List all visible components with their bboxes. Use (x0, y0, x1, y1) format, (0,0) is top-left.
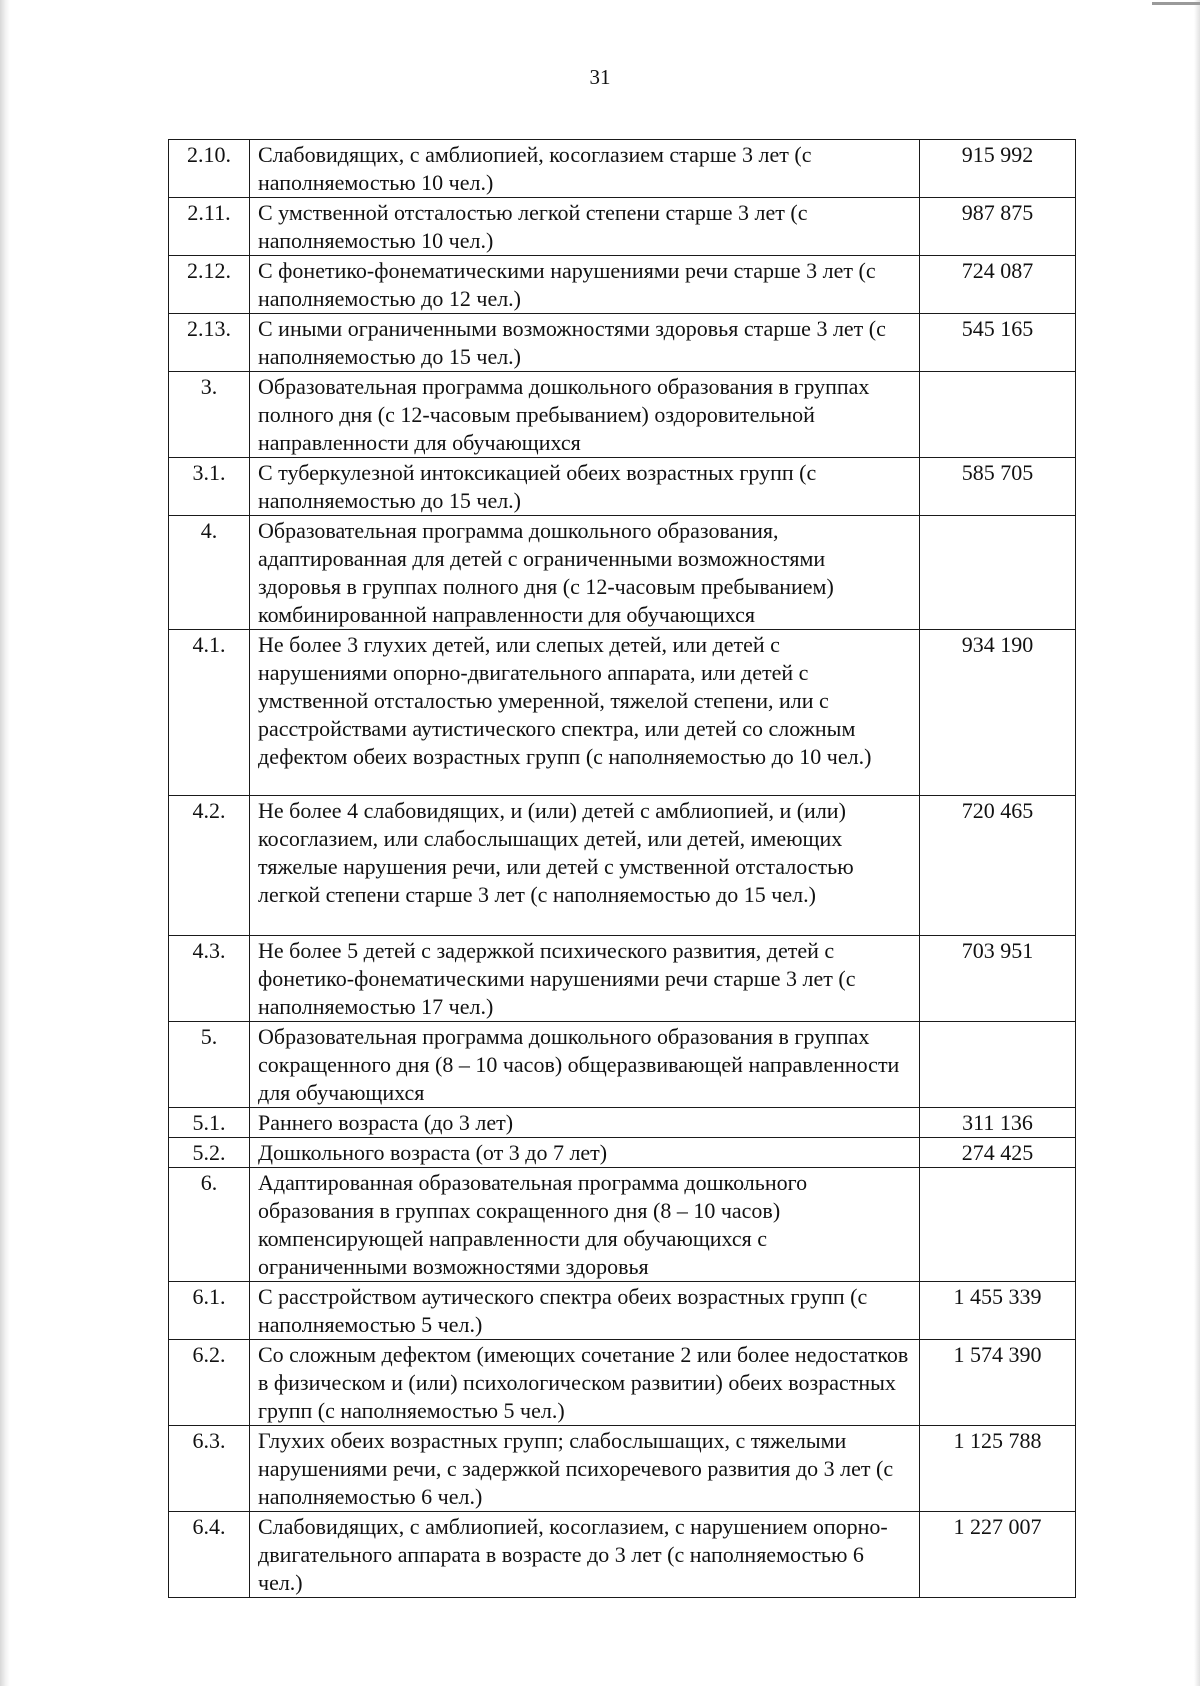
table-row (169, 256, 1076, 314)
row-number: 4.1. (169, 630, 250, 796)
row-value (920, 516, 1076, 630)
row-number: 4. (169, 516, 250, 630)
row-value (920, 372, 1076, 458)
row-number: 6. (169, 1168, 250, 1282)
row-description: Слабовидящих, с амблиопией, косоглазием, с нарушением опорно-двигательного аппарата в возрасте до 3 лет (с наполняемостью 6 чел.) (250, 1512, 920, 1598)
row-value: 311 136 (920, 1108, 1076, 1138)
table-row (169, 1168, 1076, 1282)
row-number: 3. (169, 372, 250, 458)
row-number: 4.2. (169, 796, 250, 936)
row-description: Не более 4 слабовидящих, и (или) детей с амблиопией, и (или) косоглазием, или слабослышащих детей, или детей, имеющих тяжелые нарушения речи, или детей с умственной отсталостью легкой степени старше 3 лет (с наполняемостью до 15 чел.) (250, 796, 920, 936)
table-row (169, 516, 1076, 630)
tariff-table (168, 139, 1076, 1598)
table-row (169, 140, 1076, 198)
row-value: 585 705 (920, 458, 1076, 516)
table-row (169, 372, 1076, 458)
row-number: 2.11. (169, 198, 250, 256)
table-row (169, 1282, 1076, 1340)
row-value: 1 455 339 (920, 1282, 1076, 1340)
row-number: 3.1. (169, 458, 250, 516)
row-description: С умственной отсталостью легкой степени старше 3 лет (с наполняемостью 10 чел.) (250, 198, 920, 256)
row-value: 1 574 390 (920, 1340, 1076, 1426)
scan-edge-left (0, 0, 10, 1686)
row-value: 545 165 (920, 314, 1076, 372)
table-row (169, 1108, 1076, 1138)
row-value (920, 1022, 1076, 1108)
row-description: Адаптированная образовательная программа дошкольного образования в группах сокращенного дня (8 – 10 часов) компенсирующей направленности для обучающихся с ограниченными возможностями здоровья (250, 1168, 920, 1282)
row-value: 703 951 (920, 936, 1076, 1022)
table-row (169, 1512, 1076, 1598)
table-row (169, 936, 1076, 1022)
row-description: Глухих обеих возрастных групп; слабослышащих, с тяжелыми нарушениями речи, с задержкой психоречевого развития до 3 лет (с наполняемостью 6 чел.) (250, 1426, 920, 1512)
row-value: 724 087 (920, 256, 1076, 314)
row-description: Слабовидящих, с амблиопией, косоглазием старше 3 лет (с наполняемостью 10 чел.) (250, 140, 920, 198)
row-description: С расстройством аутического спектра обеих возрастных групп (с наполняемостью 5 чел.) (250, 1282, 920, 1340)
row-number: 2.13. (169, 314, 250, 372)
row-number: 5. (169, 1022, 250, 1108)
row-number: 6.1. (169, 1282, 250, 1340)
row-number: 2.12. (169, 256, 250, 314)
row-description: Не более 3 глухих детей, или слепых детей, или детей с нарушениями опорно-двигательного аппарата, или детей с умственной отсталостью умеренной, тяжелой степени, или с расстройствами аутистического спектра, или детей со сложным дефектом обеих возрастных групп (с наполняемостью до 10 чел.) (250, 630, 920, 796)
row-value: 987 875 (920, 198, 1076, 256)
row-number: 5.1. (169, 1108, 250, 1138)
table-row (169, 1022, 1076, 1108)
row-description: Образовательная программа дошкольного образования в группах полного дня (с 12-часовым пребыванием) оздоровительной направленности для обучающихся (250, 372, 920, 458)
row-value: 720 465 (920, 796, 1076, 936)
row-description: Дошкольного возраста (от 3 до 7 лет) (250, 1138, 920, 1168)
table-row (169, 1340, 1076, 1426)
row-number: 6.4. (169, 1512, 250, 1598)
row-value (920, 1168, 1076, 1282)
row-value: 915 992 (920, 140, 1076, 198)
row-description: С фонетико-фонематическими нарушениями речи старше 3 лет (с наполняемостью до 12 чел.) (250, 256, 920, 314)
table-row (169, 314, 1076, 372)
row-value: 274 425 (920, 1138, 1076, 1168)
table-row (169, 796, 1076, 936)
row-description: Со сложным дефектом (имеющих сочетание 2 или более недостатков в физическом и (или) психологическом развитии) обеих возрастных групп (с наполняемостью 5 чел.) (250, 1340, 920, 1426)
row-number: 4.3. (169, 936, 250, 1022)
table-row (169, 630, 1076, 796)
table-row (169, 1138, 1076, 1168)
table-row (169, 198, 1076, 256)
scan-edge-right (1194, 0, 1200, 1686)
row-number: 6.2. (169, 1340, 250, 1426)
scan-mark (1152, 2, 1200, 5)
table-row (169, 1426, 1076, 1512)
row-value: 934 190 (920, 630, 1076, 796)
row-description: С туберкулезной интоксикацией обеих возрастных групп (с наполняемостью до 15 чел.) (250, 458, 920, 516)
row-description: С иными ограниченными возможностями здоровья старше 3 лет (с наполняемостью до 15 чел.) (250, 314, 920, 372)
table-row (169, 458, 1076, 516)
row-number: 2.10. (169, 140, 250, 198)
row-description: Образовательная программа дошкольного образования в группах сокращенного дня (8 – 10 часов) общеразвивающей направленности для обучающихся (250, 1022, 920, 1108)
row-description: Раннего возраста (до 3 лет) (250, 1108, 920, 1138)
row-number: 6.3. (169, 1426, 250, 1512)
row-value: 1 125 788 (920, 1426, 1076, 1512)
row-value: 1 227 007 (920, 1512, 1076, 1598)
row-description: Образовательная программа дошкольного образования, адаптированная для детей с ограниченными возможностями здоровья в группах полного дня (с 12-часовым пребыванием) комбинированной направленности для обучающихся (250, 516, 920, 630)
row-description: Не более 5 детей с задержкой психического развития, детей с фонетико-фонематическими нарушениями речи старше 3 лет (с наполняемостью 17 чел.) (250, 936, 920, 1022)
row-number: 5.2. (169, 1138, 250, 1168)
page-number: 31 (589, 65, 611, 89)
